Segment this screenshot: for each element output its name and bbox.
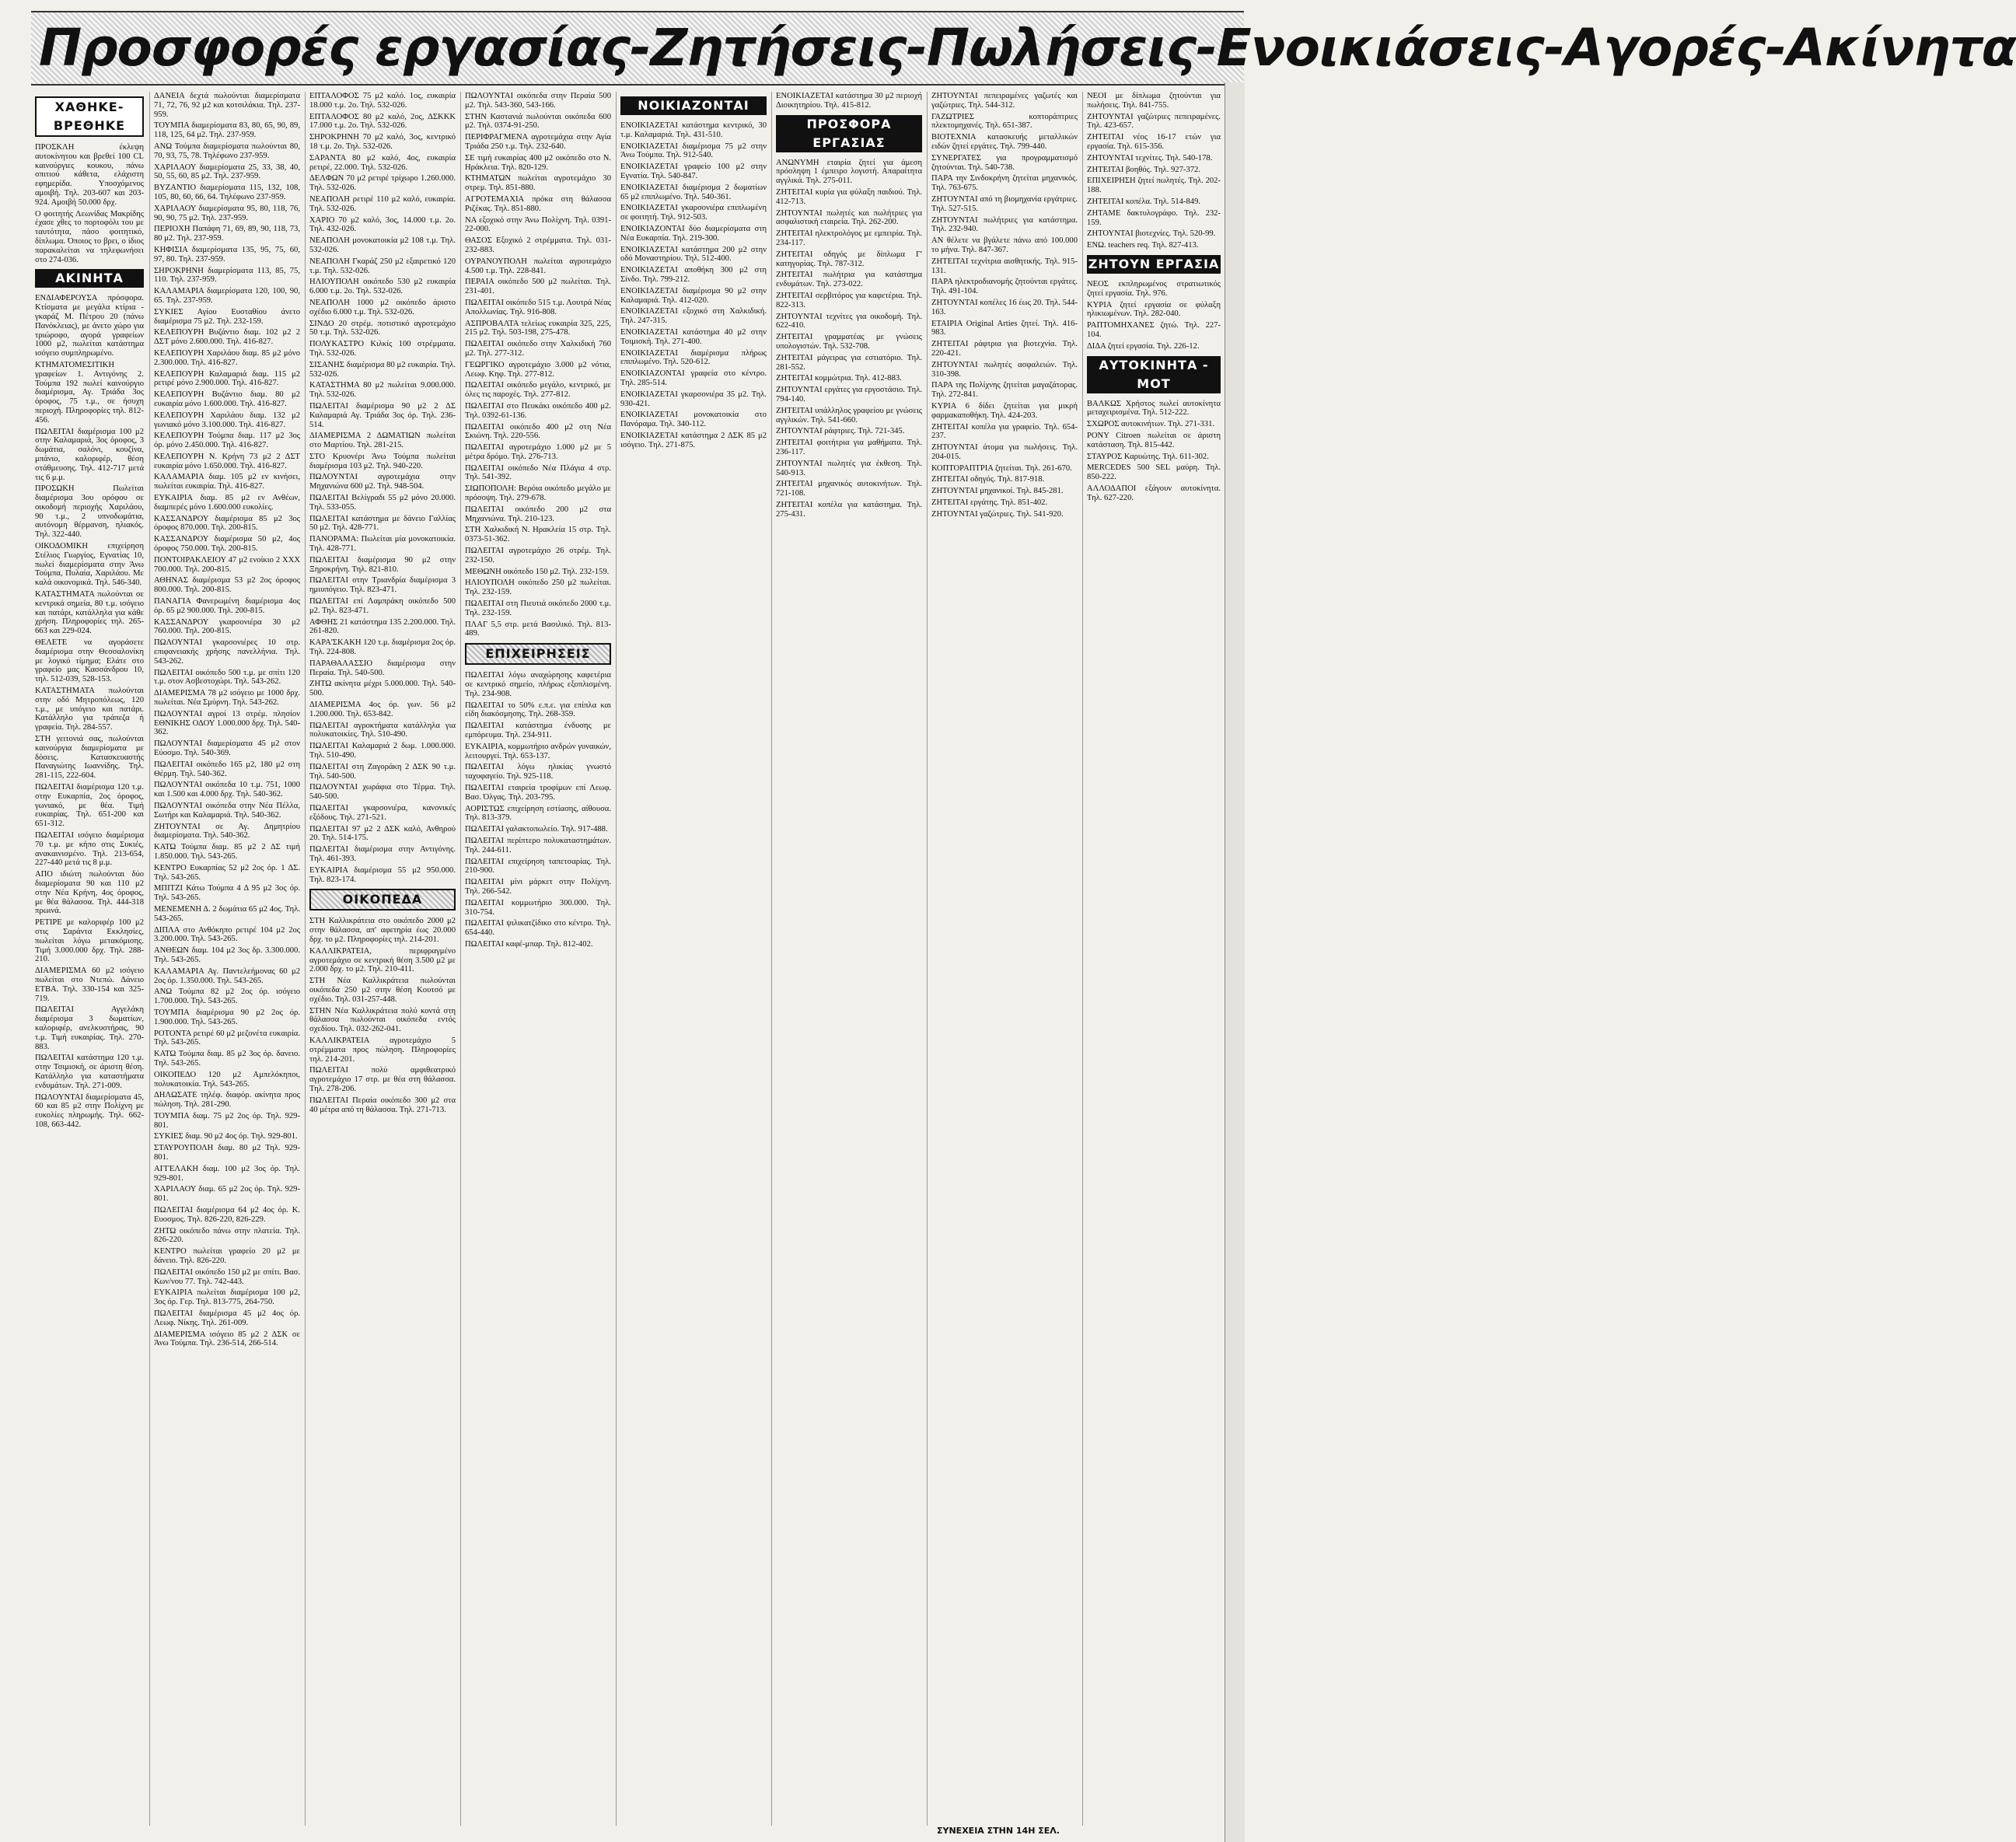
ad-c2-1: ΔΑΝΕΙΑ δεχτά πωλούνται διαμερίσματα 71, 72, 76, 92 μ2 και κοτσιλάκια. Τηλ. 237-959. xyxy=(154,92,300,119)
column-3 xyxy=(309,92,456,1826)
ad-c8-9: ΖΗΤΟΥΝΤΑΙ βιοτεχνίες. Τηλ. 520-99. xyxy=(1087,229,1216,239)
ad-re-17: ΠΩΛΟΥΝΤΑΙ διαμερίσματα 45, 60 και 85 μ2 στην Πολίχνη με ευκολίες πληρωμής. Τηλ. 662-108, 663-442. xyxy=(35,1092,144,1129)
ad-c8-19: MERCEDES 500 SEL μαύρη. Τηλ. 850-222. xyxy=(1087,463,1221,482)
ad-c2-60: ΔΙΑΜΕΡΙΣΜΑ ισόγειο 85 μ2 2 ΔΣΚ σε Άνω Τούμπα. Τηλ. 236-514, 266-514. xyxy=(154,1330,300,1348)
ad-rent-1: ΕΝΟΙΚΙΑΖΕΤΑΙ κατάστημα κεντρικό, 30 τ.μ. Καλαμαριά. Τηλ. 431-510. xyxy=(620,121,767,139)
ad-c3-25: ΠΩΛΕΙΤΑΙ επί Λαμπράκη οικόπεδο 500 μ2. Τηλ. 823-471. xyxy=(309,597,456,615)
ad-c2-58: ΕΥΚΑΙΡΙΑ πωλείται διαμέρισμα 100 μ2, 3ος όρ. Γερ. Τηλ. 813-775, 264-750. xyxy=(154,1288,300,1307)
ad-c4-21: ΠΩΛΕΙΤΑΙ οικόπεδο 200 μ2 στα Μηχανιώνα. Τηλ. 210-123. xyxy=(465,505,611,523)
ad-c2-36: ΚΑΤΩ Τούμπα διαμ. 85 μ2 2 ΔΣ τιμή 1.850.000. Τηλ. 543-265. xyxy=(154,843,300,861)
ad-c4-5: ΚΤΗΜΑΤΩΝ πωλείται αγροτεμάχιο 30 στρεμ. Τηλ. 851-880. xyxy=(465,174,611,193)
column-8 xyxy=(1087,92,1221,1826)
ad-job-3: ΖΗΤΕΙΤΑΙ κυρία για φύλαξη παιδιού. Τηλ. 412-713. xyxy=(776,187,922,206)
ad-re-16: ΠΩΛΕΙΤΑΙ κατάστημα 120 τ.μ. στην Τσιμισκή, σε άριστη θέση. Κατάλληλο για καταστήματα ενδυμάτων. Τηλ. 271-009. xyxy=(35,1054,144,1090)
column-6 xyxy=(776,92,922,1826)
ad-re-6: ΚΑΤΑΣΤΗΜΑΤΑ πωλούνται σε κεντρικά σημεία, 80 τ.μ. ισόγειο και πατάρι, κατάλληλα για κάθε χρήση. Πληροφορίες τηλ. 265-663 και 229-024. xyxy=(35,590,144,636)
ad-re-12: ΑΠΟ ιδιώτη πωλούνται δύο διαμερίσματα 90 και 110 μ2 στην Νέα Κρήνη, 4ος όροφος, με θέα θάλασσα. Τηλ. 444-318 πρωινά. xyxy=(35,870,144,916)
ad-c7-14: ΖΗΤΟΥΝΤΑΙ πωλητές ασφαλειών. Τηλ. 310-398. xyxy=(931,360,1078,379)
ad-job-5: ΖΗΤΕΙΤΑΙ ηλεκτρολόγος με εμπειρία. Τηλ. 234-117. xyxy=(776,229,922,247)
ad-plot-4: ΣΤΗΝ Νέα Καλλικράτεια πολύ κοντά στη θάλασσα πωλούνται οικόπεδα εντός σχεδίου. Τηλ. 032-262-041. xyxy=(309,1006,456,1034)
column-2 xyxy=(154,92,300,1826)
ad-c7-5: ΠΑΡΑ την Σινδοκρήνη ζητείται μηχανικός. Τηλ. 763-675. xyxy=(931,174,1078,193)
ad-c2-56: ΚΕΝΤΡΟ πωλείται γραφείο 20 μ2 με δάνειο. Τηλ. 826-220. xyxy=(154,1247,300,1266)
ad-c8-2: ΖΗΤΟΥΝΤΑΙ γαζώτριες πεπειραμένες. Τηλ. 423-657. xyxy=(1087,112,1221,131)
ad-c3-37: ΠΩΛΕΙΤΑΙ διαμέρισμα στην Αντιγόνης. Τηλ. 461-393. xyxy=(309,845,456,863)
ad-c8-8: ΖΗΤΑΜΕ δακτυλογράφο. Τηλ. 232-159. xyxy=(1087,208,1221,227)
ad-job-19: ΖΗΤΕΙΤΑΙ κοπέλα για κατάστημα. Τηλ. 275-431. xyxy=(776,500,922,519)
ad-c4-24: ΜΕΘΩΝΗ οικόπεδο 150 μ2. Τηλ. 232-159. xyxy=(465,567,610,576)
ad-c8-13: ΡΑΠΤΟΜΗΧΑΝΕΣ ζητώ. Τηλ. 227-104. xyxy=(1087,321,1221,339)
column-divider xyxy=(1082,92,1083,1826)
ad-c3-19: ΠΩΛΟΥΝΤΑΙ αγροτεμάχια στην Μηχανιώνα 600 μ2. Τηλ. 948-504. xyxy=(309,473,456,491)
ad-c3-30: ΔΙΑΜΕΡΙΣΜΑ 4ος όρ. γων. 56 μ2 1.200.000. Τηλ. 653-842. xyxy=(309,701,456,718)
ad-c2-35: ΖΗΤΟΥΝΤΑΙ σε Αγ. Δημητρίου διαμερίσματα. Τηλ. 540-362. xyxy=(154,822,300,841)
ad-c2-50: ΣΥΚΙΕΣ διαμ. 90 μ2 4ος όρ. Τηλ. 929-801. xyxy=(154,1132,298,1141)
ad-c2-57: ΠΩΛΕΙΤΑΙ οικόπεδο 150 μ2 με σπίτι. Βασ. Κων/νου 77. Τηλ. 742-443. xyxy=(154,1267,300,1286)
ad-c3-38: ΕΥΚΑΙΡΙΑ διαμέρισμα 55 μ2 950.000. Τηλ. 823-174. xyxy=(309,865,456,884)
ad-c3-7: ΧΑΡΙΟ 70 μ2 καλό, 3ος, 14.000 τ.μ. 2ο. Τηλ. 432-026. xyxy=(309,215,456,234)
ad-c2-4: ΧΑΡΙΛΑΟΥ διαμερίσματα 25, 33, 38, 40, 50, 55, 60, 85 μ2. Τηλ. 237-959. xyxy=(154,163,300,181)
ad-re-5: ΟΙΚΟΔΟΜΙΚΗ επιχείρηση Στέλιος Γιωργίος, Εγνατίας 10, πωλεί διαμερίσματα στην Άνω Τούμπα, Πυλαία, Χαριλάου. Με καλά οικονομικά. Τηλ. 546-340. xyxy=(35,542,144,588)
ad-c8-11: ΝΕΟΣ εκπληρωμένος στρατιωτικός ζητεί εργασία. Τηλ. 976. xyxy=(1087,279,1221,298)
ad-c4-12: ΑΣΠΡΟΒΑΛΤΑ τελείως ευκαιρία 325, 225, 215 μ2. Τηλ. 503-198, 275-478. xyxy=(465,319,611,337)
ad-job-16: ΖΗΤΕΙΤΑΙ φοιτήτρια για μαθήματα. Τηλ. 236-117. xyxy=(776,439,922,456)
ad-c7-21: ΖΗΤΟΥΝΤΑΙ μηχανικοί. Τηλ. 845-281. xyxy=(931,487,1064,496)
ad-c8-16: ΣΧΩΡΟΣ αυτοκινήτων. Τηλ. 271-331. xyxy=(1087,420,1215,429)
ad-c3-14: ΣΙΣΑΝΗΣ διαμέρισμα 80 μ2 ευκαιρία. Τηλ. 532-026. xyxy=(309,360,456,379)
ad-c2-53: ΧΑΡΙΛΑΟΥ διαμ. 65 μ2 2ος όρ. Τηλ. 929-801. xyxy=(154,1185,300,1204)
ad-c2-29: ΔΙΑΜΕΡΙΣΜΑ 78 μ2 ισόγειο με 1000 δρχ. πωλείται. Νέα Σμύρνη. Τηλ. 543-262. xyxy=(154,689,300,708)
ad-c8-15: ΒΑΛΚΩΣ Χρήστος πωλεί αυτοκίνητα μεταχειρισμένα. Τηλ. 512-222. xyxy=(1087,399,1221,418)
ad-c3-22: ΠΑΝΟΡΑΜΑ: Πωλείται μία μονοκατοικία. Τηλ. 428-771. xyxy=(309,535,456,554)
ad-c2-52: ΑΓΓΕΛΑΚΗ διαμ. 100 μ2 3ος όρ. Τηλ. 929-801. xyxy=(154,1164,300,1183)
ad-biz-4: ΕΥΚΑΙΡΙΑ, κομμωτήριο ανδρών γυναικών, λειτουργεί. Τηλ. 653-137. xyxy=(465,742,611,760)
ad-rent-9: ΕΝΟΙΚΙΑΖΕΤΑΙ διαμέρισμα 90 μ2 στην Καλαμαριά. Τηλ. 412-020. xyxy=(620,286,767,305)
ad-c4-6: ΑΓΡΟΤΕΜΑΧΙΑ πρόκα στη θάλασσα Ριζέκας. Τηλ. 851-880. xyxy=(465,194,611,213)
ad-c2-41: ΑΝΘΕΩΝ διαμ. 104 μ2 3ος δρ. 3.300.000. Τηλ. 543-265. xyxy=(154,946,300,964)
ad-c2-16: ΚΕΛΕΠΟΥΡΗ Χαριλάου διαμ. 132 μ2 γωνιακό μόνο 3.100.000. Τηλ. 416-827. xyxy=(154,411,300,429)
ad-c7-11: ΖΗΤΟΥΝΤΑΙ κοπέλες 16 έως 20. Τηλ. 544-163. xyxy=(931,298,1078,316)
ad-rent-14: ΕΝΟΙΚΙΑΖΕΤΑΙ γκαρσονιέρα 35 μ2. Τηλ. 930-421. xyxy=(620,390,767,408)
ad-re-2: ΚΤΗΜΑΤΟΜΕΣΙΤΙΚΗ γραφείων 1. Αντιγόνης 2. Τούμπα 192 πωλεί καινούργιο διαμέρισμα, Αγ. Τριάδα 3ος όροφος, 75 τ.μ., σε ήσυχη περιοχή. Πληροφορίες τηλ. 812-456. xyxy=(35,360,144,425)
ad-c2-12: ΚΕΛΕΠΟΥΡΗ Βυζάντιο διαμ. 102 μ2 2 ΔΣΤ μόνο 2.600.000. Τηλ. 416-827. xyxy=(154,328,300,347)
ad-biz-6: ΠΩΛΕΙΤΑΙ εταιρεία τροφίμων επί Λεωφ. Βασ. Όλγας. Τηλ. 203-795. xyxy=(465,784,611,802)
ad-c2-14: ΚΕΛΕΠΟΥΡΗ Καλαμαριά διαμ. 115 μ2 ρετιρέ μόνο 2.900.000. Τηλ. 416-827. xyxy=(154,369,300,388)
ad-c2-31: ΠΩΛΟΥΝΤΑΙ διαμερίσματα 45 μ2 στον Εύοσμο. Τηλ. 540-369. xyxy=(154,739,300,757)
ad-c2-6: ΧΑΡΙΛΑΟΥ διαμερίσματα 95, 80, 118, 76, 90, 90, 75 μ2. Τηλ. 237-959. xyxy=(154,204,300,222)
ad-job-15: ΖΗΤΟΥΝΤΑΙ ράφτριες. Τηλ. 721-345. xyxy=(776,427,905,436)
ad-biz-3: ΠΩΛΕΙΤΑΙ κατάστημα ένδυσης με εμπόρευμα. Τηλ. 234-911. xyxy=(465,722,611,740)
ad-c4-22: ΣΤΗ Χαλκιδική Ν. Ηρακλεία 15 στρ. Τηλ. 0373-51-362. xyxy=(465,526,611,544)
ad-c2-27: ΠΩΛΟΥΝΤΑΙ γκαρσονιέρες 10 στρ. επιφανειακής χρήσης πανελλήνια. Τηλ. 543-262. xyxy=(154,638,300,666)
ad-re-8: ΚΑΤΑΣΤΗΜΑΤΑ πωλούνται στην οδό Μητροπόλεως, 120 τ.μ., με υπόγειο και πατάρι. Κατάλληλο για τράπεζα ή γραφεία. Τηλ. 284-557. xyxy=(35,687,144,732)
ad-c2-44: ΤΟΥΜΠΑ διαμέρισμα 90 μ2 2ος όρ. 1.900.000. Τηλ. 543-265. xyxy=(154,1008,300,1026)
ad-biz-7: ΑΟΡΙΣΤΩΣ επιχείρηση εστίασης, αίθουσα. Τηλ. 813-379. xyxy=(465,804,611,823)
ad-c4-8: ΘΑΣΟΣ Εξοχικό 2 στρέμματα. Τηλ. 031-232-883. xyxy=(465,236,611,254)
continued-note: ΣΥΝΕΧΕΙΑ ΣΤΗΝ 14Η ΣΕΛ. xyxy=(937,1826,1060,1836)
ad-biz-2: ΠΩΛΕΙΤΑΙ το 50% ε.π.ε. για επίπλα και είδη διακόσμησης. Τηλ. 268-359. xyxy=(465,701,611,719)
column-7 xyxy=(931,92,1078,1826)
ad-rent-13: ΕΝΟΙΚΙΑΖΟΝΤΑΙ γραφεία στο κέντρο. Τηλ. 285-514. xyxy=(620,369,767,387)
ad-c3-18: ΣΤΟ Κρυονέρι Άνω Τούμπα πωλείται διαμέρισμα 103 μ2. Τηλ. 940-220. xyxy=(309,452,456,470)
ad-c2-34: ΠΩΛΟΥΝΤΑΙ οικόπεδα στην Νέα Πέλλα, Σωτήρι και Καλαμαριά. Τηλ. 540-362. xyxy=(154,801,300,820)
ad-c3-3: ΣΗΡΟΚΡΗΝΗ 70 μ2 καλό, 3ος, κεντρικό 18 τ.μ. 2ο. Τηλ. 532-026. xyxy=(309,133,456,151)
ad-c3-33: ΠΩΛΕΙΤΑΙ στη Ζαγοράκη 2 ΔΣΚ 90 τ.μ. Τηλ. 540-500. xyxy=(309,762,456,781)
column-4 xyxy=(465,92,611,1826)
ad-re-14: ΔΙΑΜΕΡΙΣΜΑ 60 μ2 ισόγειο πωλείται στο Ντεπώ. Δάνειο ΕΤΒΑ. Τηλ. 330-154 και 325-719. xyxy=(35,966,144,1003)
ad-c8-1: ΝΕΟΙ με δίπλωμα ζητούνται για πωλήσεις. Τηλ. 841-755. xyxy=(1087,92,1221,110)
column-5 xyxy=(620,92,767,1826)
ad-c3-16: ΠΩΛΕΙΤΑΙ διαμέρισμα 90 μ2 2 ΔΣ Καλαμαριά Αγ. Τριάδα 3ος όρ. Τηλ. 236-514. xyxy=(309,401,456,429)
ad-c7-10: ΠΑΡΑ ηλεκτροδιανομής ζητούνται εργάτες. Τηλ. 491-104. xyxy=(931,278,1078,296)
ad-job-17: ΖΗΤΟΥΝΤΑΙ πωλητές για έκθεση. Τηλ. 540-913. xyxy=(776,459,922,477)
ad-c2-42: ΚΑΛΑΜΑΡΙΑ Αγ. Παντελεήμονας 60 μ2 2ος όρ. 1.350.000. Τηλ. 543-265. xyxy=(154,966,300,985)
ad-job-8: ΖΗΤΕΙΤΑΙ σερβιτόρος για καφετέρια. Τηλ. 822-313. xyxy=(776,291,922,309)
ad-c4-1: ΠΩΛΟΥΝΤΑΙ οικόπεδα στην Περαία 500 μ2. Τηλ. 543-360, 543-166. xyxy=(465,92,611,110)
ad-c4-9: ΟΥΡΑΝΟΥΠΟΛΗ πωλείται αγροτεμάχιο 4.500 τ.μ. Τηλ. 228-841. xyxy=(465,257,611,275)
ad-rent-7: ΕΝΟΙΚΙΑΖΕΤΑΙ κατάστημα 200 μ2 στην οδό Μοναστηρίου. Τηλ. 512-400. xyxy=(620,245,767,264)
ad-c8-7: ΖΗΤΕΙΤΑΙ κοπέλα. Τηλ. 514-849. xyxy=(1087,197,1201,206)
ad-c3-36: ΠΩΛΕΙΤΑΙ 97 μ2 2 ΔΣΚ καλό, Ανθηρού 20. Τηλ. 514-175. xyxy=(309,824,456,843)
ad-c2-17: ΚΕΛΕΠΟΥΡΗ Τούμπα διαμ. 117 μ2 3ος όρ. μόνο 2.450.000. Τηλ. 416-827. xyxy=(154,432,300,450)
ad-re-15: ΠΩΛΕΙΤΑΙ Αγγελάκη διαμέρισμα 3 δωματίων, καλοριφέρ, ανελκυστήρας, 90 τ.μ. Τιμή ευκαιρίας. Τηλ. 270-883. xyxy=(35,1005,144,1051)
ad-c8-17: PONY Citroen πωλείται σε άριστη κατάσταση. Τηλ. 815-442. xyxy=(1087,431,1221,449)
column-1 xyxy=(35,92,144,1826)
ad-biz-14: ΠΩΛΕΙΤΑΙ καφέ-μπαρ. Τηλ. 812-402. xyxy=(465,939,593,949)
ad-c2-20: ΕΥΚΑΙΡΙΑ διαμ. 85 μ2 εν Ανθέων, διαμπερές μόνο 1.600.000 ευκολίες. xyxy=(154,494,300,512)
column-divider xyxy=(460,92,461,1826)
ad-job-6: ΖΗΤΕΙΤΑΙ οδηγός με δίπλωμα Γ' κατηγορίας. Τηλ. 787-312. xyxy=(776,250,922,268)
ad-c3-23: ΠΩΛΕΙΤΑΙ διαμέρισμα 90 μ2 στην Ξηροκρήνη. Τηλ. 821-810. xyxy=(309,555,456,574)
ad-plot-1: ΣΤΗ Καλλικράτεια στο οικόπεδο 2000 μ2 στην θάλασσα, απ' αφετηρία έως 20.000 δρχ. το μ2. Πληροφορίες τηλ. 214-201. xyxy=(309,917,456,944)
ad-c4-7: ΝΑ εξοχικό στην Άνω Πολίχνη. Τηλ. 0391-22-000. xyxy=(465,215,611,234)
ad-c2-3: ΑΝΩ Τούμπα διαμερίσματα πωλούνται 80, 70, 93, 75, 78. Τηλέφωνο 237-959. xyxy=(154,142,300,160)
ad-c2-30: ΠΩΛΟΥΝΤΑΙ αγροί 13 στρέμ. πλησίον ΕΘΝΙΚΗΣ ΟΔΟΥ 1.000.000 δρχ. Τηλ. 540-362. xyxy=(154,709,300,737)
ad-c4-23: ΠΩΛΕΙΤΑΙ αγροτεμάχιο 26 στρέμ. Τηλ. 232-150. xyxy=(465,547,611,564)
ad-c3-2: ΕΠΤΑΛΟΦΟΣ 80 μ2 καλό, 2ος, ΔΣΚΚΚ 17.000 τ.μ. 2ο. Τηλ. 532-026. xyxy=(309,112,456,131)
ad-rent-4: ΕΝΟΙΚΙΑΖΕΤΑΙ διαμέρισμα 2 δωματίων 65 μ2 επιπλωμένο. Τηλ. 540-361. xyxy=(620,183,767,201)
ad-c3-8: ΝΕΑΠΟΛΗ μονοκατοικία μ2 108 τ.μ. Τηλ. 532-026. xyxy=(309,236,456,254)
ad-c3-34: ΠΩΛΟΥΝΤΑΙ χωράφια στο Τέρμα. Τηλ. 540-500. xyxy=(309,783,456,802)
ad-c2-40: ΔΙΠΛΑ στο Ανθόκηπο ρετιρέ 104 μ2 2ος 3.200.000. Τηλ. 543-265. xyxy=(154,925,300,944)
column-divider xyxy=(149,92,150,1826)
ad-rent-16: ΕΝΟΙΚΙΑΖΕΤΑΙ κατάστημα 2 ΔΣΚ 85 μ2 ισόγειο. Τηλ. 271-875. xyxy=(620,431,767,449)
ad-c4-11: ΠΩΛΕΙΤΑΙ οικόπεδο 515 τ.μ. Λουτρά Νέας Απολλωνίας. Τηλ. 916-808. xyxy=(465,298,611,316)
ad-c3-6: ΝΕΑΠΟΛΗ ρετιρέ 110 μ2 καλό, ευκαιρία. Τηλ. 532-026. xyxy=(309,194,456,213)
ad-rent-11: ΕΝΟΙΚΙΑΖΕΤΑΙ κατάστημα 40 μ2 στην Τσιμισκή. Τηλ. 271-400. xyxy=(620,327,767,346)
ad-c3-10: ΗΛΙΟΥΠΟΛΗ οικόπεδο 530 μ2 ευκαιρία 6.000 τ.μ. 2ο. Τηλ. 532-026. xyxy=(309,278,456,296)
ad-c7-3: ΒΙΟΤΕΧΝΙΑ κατασκευής μεταλλικών ειδών ζητεί εργάτες. Τηλ. 799-440. xyxy=(931,133,1078,151)
ad-c2-8: ΚΗΦΙΣΙΑ διαμερίσματα 135, 95, 75, 60, 97, 80. Τηλ. 237-959. xyxy=(154,245,300,264)
ad-c7-13: ΖΗΤΕΙΤΑΙ ράφτρια για βιοτεχνία. Τηλ. 220-421. xyxy=(931,340,1078,358)
ad-c7-18: ΖΗΤΟΥΝΤΑΙ άτομα για πωλήσεις. Τηλ. 204-015. xyxy=(931,443,1078,461)
ad-c7-15: ΠΑΡΑ της Πολίχνης ζητείται μαγαζάτορας. Τηλ. 272-841. xyxy=(931,381,1078,400)
ad-c2-25: ΠΑΝΑΓΙΑ Φανερωμένη διαμέρισμα 4ος όρ. 65 μ2 900.000. Τηλ. 200-815. xyxy=(154,597,300,615)
ad-plot-6: ΠΩΛΕΙΤΑΙ πολύ αμφιθεατρικό αγροτεμάχιο 17 στρ. με θέα στη θάλασσα. Τηλ. 278-206. xyxy=(309,1066,456,1093)
ad-c7-4: ΣΥΝΕΡΓΑΤΕΣ για προγραμματισμό ζητούνται. Τηλ. 540-738. xyxy=(931,153,1078,172)
ad-re-1: ΕΝΔΙΑΦΕΡΟΥΣΑ πρόσφορα. Κτίσματα με μεγάλα κτίρια - γκαράζ Μ. Πέτρου 20 (πάνω Πανόκλειας), με άνετο χώρο για τριώροφο, αγορά γραφείων 1000 μ2, πωλείται κατάστημα ισόγειο συμπληρωμένο. xyxy=(35,294,144,358)
ad-c4-19: ΠΩΛΕΙΤΑΙ οικόπεδο Νέα Πλάγια 4 στρ. Τηλ. 541-392. xyxy=(465,463,611,482)
ad-c7-17: ΖΗΤΕΙΤΑΙ κοπέλα για γραφείο. Τηλ. 654-237. xyxy=(931,422,1078,441)
ad-job-14: ΖΗΤΕΙΤΑΙ υπάλληλος γραφείου με γνώσεις αγγλικών. Τηλ. 541-660. xyxy=(776,406,922,425)
column-divider xyxy=(616,92,617,1826)
section-for-rent-heading: ΝΟΙΚΙΑΖΟΝΤΑΙ xyxy=(620,96,767,115)
section-cars-heading: ΑΥΤΟΚΙΝΗΤΑ - ΜΟΤ xyxy=(1087,356,1221,393)
ad-c7-22: ΖΗΤΕΙΤΑΙ εργάτης. Τηλ. 851-402. xyxy=(931,498,1048,508)
ad-c2-55: ΖΗΤΩ οικόπεδο πάνω στην πλατεία. Τηλ. 826-220. xyxy=(154,1226,300,1245)
ad-c2-38: ΜΠΙΤΖΙ Κάτω Τούμπα 4 Δ 95 μ2 3ος όρ. Τηλ. 543-265. xyxy=(154,884,300,903)
ad-re-13: ΡΕΤΙΡΕ με καλοριφέρ 100 μ2 στις Σαράντα Εκκλησίες, πωλείται λόγω μετακόμισης. Τιμή 3.000.000 δρχ. Τηλ. 288-210. xyxy=(35,918,144,964)
page-banner xyxy=(31,11,2016,86)
ad-re-9: ΣΤΗ γειτονιά σας, πωλούνται καινούργια διαμερίσματα με δόσεις. Κατασκευαστής Παναγιώτης Ιωαννίδης. Τηλ. 281-115, 222-604. xyxy=(35,735,144,781)
ad-rent-2: ΕΝΟΙΚΙΑΖΕΤΑΙ διαμέρισμα 75 μ2 στην Άνω Τούμπα. Τηλ. 912-540. xyxy=(620,142,767,160)
ad-c2-47: ΟΙΚΟΠΕΔΟ 120 μ2 Αμπελόκηποι, πολυκατοικία. Τηλ. 543-265. xyxy=(154,1070,300,1089)
ad-c3-4: ΣΑΡΑΝΤΑ 80 μ2 καλό, 4ος, ευκαιρία ρετιρέ, 22.000. Τηλ. 532-026. xyxy=(309,153,456,172)
banner-title: Προσφορές εργασίας-Ζητήσεις-Πωλήσεις-Ενοικιάσεις-Αγορές-Ακίνητα xyxy=(39,18,2016,78)
ad-job-10: ΖΗΤΕΙΤΑΙ γραμματέας με γνώσεις υπολογιστών. Τηλ. 532-708. xyxy=(776,333,922,351)
ad-c2-9: ΣΗΡΟΚΡΗΝΗ διαμερίσματα 113, 85, 75, 110. Τηλ. 237-959. xyxy=(154,266,300,285)
ad-job-18: ΖΗΤΕΙΤΑΙ μηχανικός αυτοκινήτων. Τηλ. 721-108. xyxy=(776,480,922,498)
ad-c7-6: ΖΗΤΟΥΝΤΑΙ από τη βιομηχανία εργάτριες. Τηλ. 527-515. xyxy=(931,194,1078,213)
ad-c2-18: ΚΕΛΕΠΟΥΡΗ Ν. Κρήνη 73 μ2 2 ΔΣΤ ευκαιρία μόνο 1.650.000. Τηλ. 416-827. xyxy=(154,452,300,470)
ad-biz-10: ΠΩΛΕΙΤΑΙ επιχείρηση ταπετσαρίας. Τηλ. 210-900. xyxy=(465,857,611,876)
ad-c4-3: ΠΕΡΙΦΡΑΓΜΕΝΑ αγροτεμάχια στην Αγία Τριάδα 250 τ.μ. Τηλ. 232-640. xyxy=(465,133,611,151)
ad-biz-5: ΠΩΛΕΙΤΑΙ λόγω ηλικίας γνωστό ταχυφαγείο. Τηλ. 925-118. xyxy=(465,763,611,781)
ad-c2-43: ΑΝΩ Τούμπα 82 μ2 2ος όρ. ισόγειο 1.700.000. Τηλ. 543-265. xyxy=(154,987,300,1006)
ad-c3-9: ΝΕΑΠΟΛΗ Γκαράζ 250 μ2 εξαιρετικό 120 τ.μ. Τηλ. 532-026. xyxy=(309,257,456,275)
ad-biz-1: ΠΩΛΕΙΤΑΙ λόγω αναχώρησης καφετέρια σε κεντρικό σημείο, πλήρως εξοπλισμένη. Τηλ. 234-908. xyxy=(465,671,611,698)
ad-c3-27: ΚΑΡΑ'ΣΚΑΚΗ 120 τ.μ. διαμέρισμα 2ος όρ. Τηλ. 224-808. xyxy=(309,638,456,657)
ad-c2-54: ΠΩΛΕΙΤΑΙ διαμέρισμα 64 μ2 4ος όρ. Κ. Ευοσμος. Τηλ. 826-220, 826-229. xyxy=(154,1206,300,1224)
ad-c3-21: ΠΩΛΕΙΤΑΙ κατάστημα με δάνειο Γαλλίας 50 μ2. Τηλ. 428-771. xyxy=(309,514,456,533)
ad-c2-33: ΠΩΛΟΥΝΤΑΙ οικόπεδα 10 τ.μ. 751, 1000 και 1.500 και 4.000 δρχ. Τηλ. 540-362. xyxy=(154,781,300,799)
ad-re-10: ΠΩΛΕΙΤΑΙ διαμέρισμα 120 τ.μ. στην Ευκαρπία, 2ος όροφος, γωνιακό, με θέα. Τιμή ευκαιρίας. Τηλ. 651-200 και 651-312. xyxy=(35,783,144,829)
ad-c7-2: ΓΑΖΩΤΡΙΕΣ κοπτοράπτριες πλεκτομηχανές. Τηλ. 651-387. xyxy=(931,112,1078,131)
ad-c3-32: ΠΩΛΕΙΤΑΙ Καλαμαριά 2 δωμ. 1.000.000. Τηλ. 510-490. xyxy=(309,742,456,760)
ad-c3-1: ΕΠΤΑΛΟΦΟΣ 75 μ2 καλό. 1ος, ευκαιρία 18.000 τ.μ. 2ο. Τηλ. 532-026. xyxy=(309,92,456,110)
ad-c2-46: ΚΑΤΩ Τούμπα διαμ. 85 μ2 3ος όρ. δανειο. Τηλ. 543-265. xyxy=(154,1050,300,1068)
ad-lost-1: ΠΡΟΣΚΛΗ έκλεψη αυτοκίνητου και βρεθεί 100 CL καινούργιες κουκου, πάνω σπιτιού κάθετα, ελάχιστη εφημερίδα. Υποσχόμενος αμοιβή. Τηλ. 203-607 και 203-924. Αμοιβή 50.000 δρχ. xyxy=(35,143,144,207)
ad-job-9: ΖΗΤΟΥΝΤΑΙ τεχνίτες για οικοδομή. Τηλ. 622-410. xyxy=(776,312,922,330)
ad-c3-12: ΣΙΝΔΟ 20 στρέμ. ποτιστικό αγροτεμάχιο 50 τ.μ. Τηλ. 532-026. xyxy=(309,319,456,337)
ad-c2-2: ΤΟΥΜΠΑ διαμερίσματα 83, 80, 65, 90, 89, 118, 125, 64 μ2. Τηλ. 237-959. xyxy=(154,121,300,140)
column-divider xyxy=(771,92,772,1826)
ad-c2-51: ΣΤΑΥΡΟΥΠΟΛΗ διαμ. 80 μ2 Τηλ. 929-801. xyxy=(154,1144,300,1162)
ad-c2-11: ΣΥΚΙΕΣ Αγίου Ευσταθίου άνετο διαμέρισμα 75 μ2. Τηλ. 232-159. xyxy=(154,307,300,326)
ad-rent-8: ΕΝΟΙΚΙΑΖΕΤΑΙ αποθήκη 300 μ2 στη Σίνδο. Τηλ. 799-212. xyxy=(620,266,767,284)
ad-c7-12: ΕΤΑΙΡΙΑ Original Arties ζητεί. Τηλ. 416-983. xyxy=(931,319,1078,337)
ad-c2-15: ΚΕΛΕΠΟΥΡΗ Βυζάντιο διαμ. 80 μ2 ευκαιρία μόνο 1.600.000. Τηλ. 416-827. xyxy=(154,390,300,408)
ad-job-7: ΖΗΤΕΙΤΑΙ πωλήτρια για κατάστημα ενδυμάτων. Τηλ. 273-022. xyxy=(776,271,922,289)
ad-c4-17: ΠΩΛΕΙΤΑΙ οικόπεδο 400 μ2 στη Νέα Σκιώνη. Τηλ. 220-556. xyxy=(465,422,611,441)
ad-c4-20: ΣΙΩΠΟΠΟΛΗ: Βερόια οικόπεδο μεγάλο με πρόσοψη. Τηλ. 279-678. xyxy=(465,484,611,503)
ad-c8-12: ΚΥΡΙΑ ζητεί εργασία σε φύλαξη ηλικιωμένων. Τηλ. 282-040. xyxy=(1087,300,1221,319)
ad-c3-13: ΠΟΛΥΚΑΣΤΡΟ Κιλκίς 100 στρέμματα. Τηλ. 532-026. xyxy=(309,340,456,358)
ad-c7-20: ΖΗΤΕΙΤΑΙ οδηγός. Τηλ. 817-918. xyxy=(931,475,1045,484)
ad-c7-1: ΖΗΤΟΥΝΤΑΙ πεπειραμένες γαζωτές και γαζώτριες. Τηλ. 544-312. xyxy=(931,92,1078,110)
ad-c3-29: ΖΗΤΩ ακίνητα μέχρι 5.000.000. Τηλ. 540-500. xyxy=(309,680,456,698)
ad-re-7: ΘΕΛΕΤΕ να αγοράσετε διαμέρισμα στην Θεσσαλονίκη με λογικό τίμημα; Ελάτε στο γραφείο μας Κασσάνδρου 10, τηλ. 512-039, 528-153. xyxy=(35,638,144,684)
ad-c3-31: ΠΩΛΕΙΤΑΙ αγροκτήματα κατάλληλα για πολυκατοικίες. Τηλ. 510-490. xyxy=(309,721,456,739)
section-job-offers-heading: ΠΡΟΣΦΟΡΑ ΕΡΓΑΣΙΑΣ xyxy=(776,115,922,152)
ad-job-2: ΑΝΩΝΥΜΗ εταιρία ζητεί για άμεση πρόσληψη 1 έμπειρο λογιστή. Απαραίτητα αγγλικά. Τηλ. 275-011. xyxy=(776,158,922,186)
ad-c4-13: ΠΩΛΕΙΤΑΙ οικόπεδο στην Χαλκιδική 760 μ2. Τηλ. 277-312. xyxy=(465,340,611,358)
ad-job-11: ΖΗΤΕΙΤΑΙ μάγειρας για εστιατόριο. Τηλ. 281-552. xyxy=(776,353,922,372)
ad-c8-4: ΖΗΤΟΥΝΤΑΙ τεχνίτες. Τηλ. 540-178. xyxy=(1087,153,1213,163)
ad-rent-12: ΕΝΟΙΚΙΑΖΕΤΑΙ διαμέρισμα πλήρως επιπλωμένο. Τηλ. 520-612. xyxy=(620,348,767,367)
section-lost-found-heading: ΧΑΘΗΚΕ-ΒΡΕΘΗΚΕ xyxy=(35,96,144,137)
ad-c2-28: ΠΩΛΕΙΤΑΙ οικόπεδο 500 τ.μ. με σπίτι 120 τ.μ. στον Ασβεστοχώρι. Τηλ. 543-262. xyxy=(154,668,300,687)
ad-c8-3: ΖΗΤΕΙΤΑΙ νέος 16-17 ετών για εργασία. Τηλ. 615-356. xyxy=(1087,133,1221,151)
ad-biz-12: ΠΩΛΕΙΤΑΙ κομμωτήριο 300.000. Τηλ. 310-754. xyxy=(465,898,611,917)
ad-rent-10: ΕΝΟΙΚΙΑΖΕΤΑΙ εξοχικό στη Χαλκιδική. Τηλ. 247-315. xyxy=(620,307,767,326)
ad-c2-48: ΔΗΛΩΣΑΤΕ τηλέφ. διαφόρ. ακίνητα προς πώληση. Τηλ. 281-290. xyxy=(154,1091,300,1110)
ad-biz-8: ΠΩΛΕΙΤΑΙ γαλακτοπωλείο. Τηλ. 917-488. xyxy=(465,825,608,834)
ad-c3-24: ΠΩΛΕΙΤΑΙ στην Τριανδρία διαμέρισμα 3 ημιυπόγειο. Τηλ. 823-471. xyxy=(309,576,456,595)
ad-c2-39: ΜΕΝΕΜΕΝΗ Δ. 2 δωμάτια 65 μ2 4ος. Τηλ. 543-265. xyxy=(154,904,300,923)
ad-c2-32: ΠΩΛΕΙΤΑΙ οικόπεδο 165 μ2, 180 μ2 στη Θέρμη. Τηλ. 540-362. xyxy=(154,760,300,778)
ad-c2-13: ΚΕΛΕΠΟΥΡΗ Χαριλάου διαμ. 85 μ2 μόνο 2.300.000. Τηλ. 416-827. xyxy=(154,348,300,367)
ad-c4-2: ΣΤΗΝ Καστανιά πωλούνται οικόπεδα 600 μ2. Τηλ. 0374-91-250. xyxy=(465,112,611,131)
ad-c2-22: ΚΑΣΣΑΝΔΡΟΥ διαμέρισμα 50 μ2, 4ος όροφος 750.000. Τηλ. 200-815. xyxy=(154,535,300,554)
section-businesses-heading: ΕΠΙΧΕΙΡΗΣΕΙΣ xyxy=(465,643,611,665)
ad-rent-5: ΕΝΟΙΚΙΑΖΕΤΑΙ γκαρσονιέρα επιπλωμένη σε φοιτητή. Τηλ. 912-503. xyxy=(620,204,767,222)
ad-plot-7: ΠΩΛΕΙΤΑΙ Περαία οικόπεδο 300 μ2 στα 40 μέτρα από τη θάλασσα. Τηλ. 271-713. xyxy=(309,1096,456,1114)
ad-lost-2: Ο φοιτητής Λεωνίδας Μακρίδης έχασε χθες το πορτοφόλι του με ταυτότητα, πάσο φοιτητικό, δίπλωμα. Όποιος το βρει, ο ίδιος παρακαλείται να τηλεφωνήσει στο 274-036. xyxy=(35,209,144,264)
ad-c2-45: ΡΟΤΟΝΤΑ ρετιρέ 60 μ2 μεζονέτα ευκαιρία. Τηλ. 543-265. xyxy=(154,1029,300,1047)
ad-job-13: ΖΗΤΟΥΝΤΑΙ εργάτες για εργοστάσιο. Τηλ. 794-140. xyxy=(776,386,922,404)
adjacent-page-edge xyxy=(1225,82,1245,1842)
ad-c3-5: ΔΕΛΦΩΝ 70 μ2 ρετιρέ τρίχωρο 1.260.000. Τηλ. 532-026. xyxy=(309,174,456,193)
ad-rent-6: ΕΝΟΙΚΙΑΖΟΝΤΑΙ δύο διαμερίσματα στη Νέα Ευκαρπία. Τηλ. 219-300. xyxy=(620,224,767,243)
ad-c8-5: ΖΗΤΕΙΤΑΙ βοηθός. Τηλ. 927-372. xyxy=(1087,165,1200,174)
ad-plot-5: ΚΑΛΛΙΚΡΑΤΕΙΑ αγροτεμάχιο 5 στρέμματα προς πώληση. Πληροφορίες τηλ. 214-201. xyxy=(309,1036,456,1064)
ad-c3-20: ΠΩΛΕΙΤΑΙ Βελίγραδι 55 μ2 μόνο 20.000. Τηλ. 533-055. xyxy=(309,494,456,512)
ad-c2-24: ΑΘΗΝΑΣ διαμέρισμα 53 μ2 2ος όροφος 800.000. Τηλ. 200-815. xyxy=(154,576,300,595)
ad-biz-11: ΠΩΛΕΙΤΑΙ μίνι μάρκετ στην Πολίχνη. Τηλ. 266-542. xyxy=(465,878,611,896)
ad-c4-25: ΗΛΙΟΥΠΟΛΗ οικόπεδο 250 μ2 πωλείται. Τηλ. 232-159. xyxy=(465,578,611,597)
ad-c2-5: ΒΥΖΑΝΤΙΟ διαμερίσματα 115, 132, 108, 105, 80, 60, 66, 64. Τηλέφωνο 237-959. xyxy=(154,184,300,201)
ad-c8-18: ΣΤΑΥΡΟΣ Καρυώτης. Τηλ. 611-302. xyxy=(1087,452,1209,461)
section-plots-heading: ΟΙΚΟΠΕΔΑ xyxy=(309,889,456,911)
ad-c3-17: ΔΙΑΜΕΡΙΣΜΑ 2 ΔΩΜΑΤΙΩΝ πωλείται στο Μαρτίου. Τηλ. 281-215. xyxy=(309,432,456,450)
ad-rent-15: ΕΝΟΙΚΙΑΖΕΤΑΙ μονοκατοικία στο Πανόραμα. Τηλ. 340-112. xyxy=(620,411,767,429)
ad-c2-49: ΤΟΥΜΠΑ διαμ. 75 μ2 2ος όρ. Τηλ. 929-801. xyxy=(154,1111,300,1130)
column-divider xyxy=(927,92,928,1826)
ad-c3-11: ΝΕΑΠΟΛΗ 1000 μ2 οικόπεδο άριστο σχέδιο 6.000 τ.μ. Τηλ. 532-026. xyxy=(309,298,456,316)
section-real-estate-heading: ΑΚΙΝΗΤΑ xyxy=(35,269,144,288)
ad-c2-7: ΠΕΡΙΟΧΗ Παπάφη 71, 69, 89, 90, 118, 73, 80 μ2. Τηλ. 237-959. xyxy=(154,225,300,243)
ad-biz-13: ΠΩΛΕΙΤΑΙ ψιλικατζίδικο στο κέντρο. Τηλ. 654-440. xyxy=(465,919,611,938)
ad-c7-9: ΖΗΤΕΙΤΑΙ τεχνίτρια αισθητικής. Τηλ. 915-131. xyxy=(931,257,1078,275)
ad-rent-3: ΕΝΟΙΚΙΑΖΕΤΑΙ γραφείο 100 μ2 στην Εγνατία. Τηλ. 540-847. xyxy=(620,163,767,180)
ad-job-4: ΖΗΤΟΥΝΤΑΙ πωλητές και πωλήτριες για ασφαλιστική εταιρεία. Τηλ. 262-200. xyxy=(776,208,922,227)
ad-c4-4: ΣΕ τιμή ευκαιρίας 400 μ2 οικόπεδο στο Ν. Ηράκλεια. Τηλ. 820-129. xyxy=(465,153,611,172)
ad-c3-15: ΚΑΤΑΣΤΗΜΑ 80 μ2 πωλείται 9.000.000. Τηλ. 532-026. xyxy=(309,381,456,400)
ad-job-12: ΖΗΤΕΙΤΑΙ κομμώτρια. Τηλ. 412-883. xyxy=(776,374,902,383)
ad-c2-59: ΠΩΛΕΙΤΑΙ διαμέρισμα 45 μ2 4ος όρ. Λεωφ. Νίκης. Τηλ. 261-009. xyxy=(154,1309,300,1327)
ad-c4-18: ΠΩΛΕΙΤΑΙ αγροτεμάχιο 1.000 μ2 με 5 μέτρα δρόμο. Τηλ. 276-713. xyxy=(465,443,611,461)
ad-c8-14: ΔΙΔΑ ζητεί εργασία. Τηλ. 226-12. xyxy=(1087,341,1200,351)
ad-c7-19: ΚΟΠΤΟΡΑΠΤΡΙΑ ζητείται. Τηλ. 261-670. xyxy=(931,463,1072,473)
ad-c4-27: ΠΛΑΓ 5,5 στρ. μετά Βασιλικό. Τηλ. 813-489. xyxy=(465,620,611,638)
ad-c4-14: ΓΕΩΡΓΙΚΟ αγροτεμάχιο 3.000 μ2 νότια, Λεωφ. Κηφ. Τηλ. 277-812. xyxy=(465,360,611,379)
ad-c8-20: ΑΛΛΟΔΑΠΟΙ εξάγουν αυτοκίνητα. Τηλ. 627-220. xyxy=(1087,484,1221,502)
column-divider xyxy=(305,92,306,1826)
ad-plot-2: ΚΑΛΛΙΚΡΑΤΕΙΑ, περιφραγμένο αγροτεμάχιο σε κεντρική θέση 3.500 μ2 με 2.000 δρχ. το μ2. Τηλ. 210-411. xyxy=(309,946,456,974)
ad-re-11: ΠΩΛΕΙΤΑΙ ισόγειο διαμέρισμα 70 τ.μ. με κήπο στις Συκιές, ανακαινισμένο. Τηλ. 213-654, 227-440 μετά τις 8 μ.μ. xyxy=(35,830,144,868)
ad-c3-28: ΠΑΡΑΘΑΛΑΣΣΙΟ διαμέρισμα στην Περαία. Τηλ. 540-500. xyxy=(309,659,456,677)
ad-c4-10: ΠΕΡΑΙΑ οικόπεδο 500 μ2 πωλείται. Τηλ. 231-401. xyxy=(465,278,611,296)
ad-c2-37: ΚΕΝΤΡΟ Ευκαρπίας 52 μ2 2ος όρ. 1 ΔΣ. Τηλ. 543-265. xyxy=(154,863,300,882)
ad-c2-10: ΚΑΛΑΜΑΡΙΑ διαμερίσματα 120, 100, 90, 65. Τηλ. 237-959. xyxy=(154,287,300,305)
ad-c7-8: ΑΝ θέλετε να βγάλετε πάνω από 100.000 το μήνα. Τηλ. 847-367. xyxy=(931,236,1078,254)
ad-c4-15: ΠΩΛΕΙΤΑΙ οικόπεδο μεγάλο, κεντρικό, με όλες τις παροχές. Τηλ. 277-812. xyxy=(465,381,611,400)
ad-c2-23: ΠΟΝΤΟΙΡΑΚΛΕΙΟΥ 47 μ2 ενοίκιο 2 ΧΧΧ 700.000. Τηλ. 200-815. xyxy=(154,555,300,574)
ad-c2-26: ΚΑΣΣΑΝΔΡΟΥ γκαρσονιέρα 30 μ2 760.000. Τηλ. 200-815. xyxy=(154,617,300,636)
ad-c8-10: ΕΝΩ. teachers req. Τηλ. 827-413. xyxy=(1087,241,1199,250)
ad-c2-19: ΚΑΛΑΜΑΡΙΑ διαμ. 105 μ2 εν κινήσει, πωλείται ευκαιρία. Τηλ. 416-827. xyxy=(154,473,300,491)
ad-c2-21: ΚΑΣΣΑΝΔΡΟΥ διαμέρισμα 85 μ2 3ος όροφος 870.000. Τηλ. 200-815. xyxy=(154,514,300,533)
ad-job-1: ΕΝΟΙΚΙΑΖΕΤΑΙ κατάστημα 30 μ2 περιοχή Διοικητηρίου. Τηλ. 415-812. xyxy=(776,92,922,110)
ad-c4-26: ΠΩΛΕΙΤΑΙ στη Πιευτιά οικόπεδο 2000 τ.μ. Τηλ. 232-159. xyxy=(465,599,611,617)
ad-plot-3: ΣΤΗ Νέα Καλλικράτεια πωλούνται οικόπεδα 250 μ2 στην θέση Κουτσό με σχέδιο. Τηλ. 031-257-448. xyxy=(309,977,456,1004)
section-job-wanted-heading: ΖΗΤΟΥΝ ΕΡΓΑΣΙΑ xyxy=(1087,255,1221,274)
ad-re-4: ΠΡΟΣΩΚΗ Πωλείται διαμέρισμα 3ου ορόφου σε οικοδομή περιοχής Χαριλάου, 90 τ.μ., 2 υπνοδωμάτια, αυτόνομη θέρμανση, ηλιακός. Τηλ. 322-440. xyxy=(35,484,144,540)
ad-c3-26: ΑΦΘΗΣ 21 κατάστημα 135 2.200.000. Τηλ. 261-820. xyxy=(309,617,456,636)
ad-c4-16: ΠΩΛΕΙΤΑΙ στο Πευκάκι οικόπεδο 400 μ2. Τηλ. 0392-61-136. xyxy=(465,401,611,420)
ad-c8-6: ΕΠΙΧΕΙΡΗΣΗ ζητεί πωλητές. Τηλ. 202-188. xyxy=(1087,177,1221,195)
ad-c7-23: ΖΗΤΟΥΝΤΑΙ γαζώτριες. Τηλ. 541-920. xyxy=(931,509,1064,519)
ad-c7-7: ΖΗΤΟΥΝΤΑΙ πωλήτριες για κατάστημα. Τηλ. 232-940. xyxy=(931,215,1078,234)
ad-biz-9: ΠΩΛΕΙΤΑΙ περίπτερο πολυκαταστημάτων. Τηλ. 244-611. xyxy=(465,836,611,855)
ad-re-3: ΠΩΛΕΙΤΑΙ διαμέρισμα 100 μ2 στην Καλαμαριά, 3ος όροφος, 3 δωμάτια, σαλόνι, κουζίνα, μπάνιο, καλοριφέρ, θέση στάθμευσης. Τηλ. 412-717 μετά τις 6 μ.μ. xyxy=(35,427,144,482)
ad-c7-16: ΚΥΡΙΑ 6 δίδει ζητείται για μικρή φαρμακαποθήκη. Τηλ. 424-203. xyxy=(931,401,1078,420)
ad-c3-35: ΠΩΛΕΙΤΑΙ γκαρσονιέρα, κανονικές εξόδους. Τηλ. 271-521. xyxy=(309,803,456,822)
